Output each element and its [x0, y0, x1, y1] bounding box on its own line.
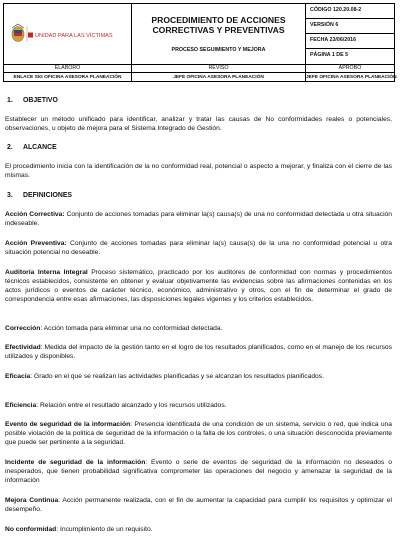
logo-text: UNIDAD PARA LAS VÍCTIMAS — [35, 33, 113, 39]
doc-date: FECHA 23/06/2016 — [306, 34, 394, 49]
aprobo-column — [306, 65, 397, 81]
definition-no-conformidad — [5, 525, 392, 534]
definition-text: : Relación entre el resultado alcanzado y los recursos utilizados. — [36, 402, 227, 409]
definition-auditoria — [5, 268, 392, 304]
definition-accion-correctiva — [5, 210, 392, 228]
aprobo-label: APROBÓ — [306, 65, 394, 73]
reviso-column — [132, 65, 306, 81]
brand-square-icon — [28, 33, 33, 38]
definition-accion-preventiva — [5, 239, 392, 257]
definition-text: : Acción permanente realizada, con el fin de aumentar la capacidad para cumplir los requisitos y optimizar el desempeño. — [5, 497, 392, 513]
aprobo-value: JEFE OFICINA ASESORA PLANEACIÓN — [306, 75, 397, 80]
definition-evento-seguridad — [5, 420, 392, 447]
logo-cell — [4, 4, 132, 64]
objetivo-text: Establecer un método unificado para identificar, analizar y tratar las causas de No conformidades reales o potenciales, observaciones, u objeto de mejora para el Sistema Integrado de Gestión. — [5, 116, 392, 132]
elaboro-value: ENLACE SIG OFICINA ASESORA PLANEACIÓN — [13, 75, 122, 80]
definition-term: Mejora Continua — [5, 497, 59, 504]
unidad-victimas-logo — [4, 4, 131, 64]
definition-term: Acción Preventiva: — [5, 240, 67, 247]
approval-table — [3, 64, 395, 82]
doc-page: PÁGINA 1 DE 5 — [310, 52, 349, 58]
title-cell — [132, 4, 306, 64]
section-title: ALCANCE — [23, 144, 57, 151]
process-name: PROCESO SEGUIMIENTO Y MEJORA — [171, 47, 266, 53]
definition-term: Acción Correctiva: — [5, 211, 65, 218]
doc-version: VERSIÓN 6 — [306, 19, 394, 34]
meta-cell — [306, 4, 394, 64]
definition-text: : Incumplimiento de un requisito. — [56, 526, 153, 533]
elaboro-column — [4, 65, 132, 81]
definition-text: Proceso sistemático, practicado por los auditores de conformidad con normas y procedimientos técnicos establecidos, consistente en obtener y evaluar objetivamente las evidencias sobre las afirmaciones contenidas en los actos jurídicos o eventos de carácter técnico, económico, administrativo y otros, con el fin de determinar el grado de correspondencia entre esas afirmaciones, las disposiciones legales vigentes y los criterios establecidos. — [5, 269, 392, 303]
section-number: 3. — [7, 192, 13, 199]
reviso-label: REVISÓ — [132, 65, 305, 73]
title-line-1: PROCEDIMIENTO DE ACCIONES — [151, 15, 286, 25]
definition-text: Conjunto de acciones tomadas para eliminar la(s) causa(s) de la una no conformidad potencial u otra situación potencial no deseable. — [5, 240, 392, 256]
definition-text: : Presencia identificada de una condición de un sistema, servicio o red, que indica una posible violación de la política de seguridad de la información o la falla de los controles, o una situación desconocida previamente que puede ser pertinente a la seguridad. — [5, 421, 392, 446]
section-number: 2. — [7, 144, 13, 151]
definition-term: Corrección — [5, 325, 41, 332]
definition-text: : Evento o serie de eventos de seguridad de la información no deseados o inesperados, que tienen probabilidad significativa comprometer las operaciones del negocio y amenazar la seguridad de la información — [5, 459, 392, 484]
document-header — [3, 3, 395, 65]
section-heading-definiciones — [7, 191, 72, 200]
alcance-text: El procedimiento inicia con la identificación de la no conformidad real, potencial o aspecto a mejorar, y finaliza con el cierre de las mismas. — [5, 163, 392, 179]
definition-term: No conformidad — [5, 526, 57, 533]
definition-eficiencia — [5, 401, 392, 410]
definition-correccion — [5, 324, 392, 333]
definition-term: Eficacia — [5, 373, 31, 380]
definition-term: Incidente de seguridad de la información — [5, 459, 146, 466]
doc-code: CÓDIGO 120.20.08-2 — [306, 4, 394, 19]
section-title: OBJETIVO — [23, 97, 58, 104]
definition-term: Eficiencia — [5, 402, 37, 409]
definition-mejora-continua — [5, 496, 392, 514]
definition-text: : Acción tomada para eliminar una no conformidad detectada. — [40, 325, 223, 332]
section-number: 1. — [7, 97, 13, 104]
section-heading-alcance — [7, 143, 57, 152]
definition-text: : Medida del impacto de la gestión tanto en el logro de los resultados planificados, como en el manejo de los recursos utilizados y disponibles. — [5, 344, 392, 360]
section-title: DEFINICIONES — [23, 192, 73, 199]
definition-term: Evento de seguridad de la información — [5, 421, 131, 428]
definition-incidente-seguridad — [5, 458, 392, 485]
reviso-value: JEFE OFICINA ASESORA PLANEACIÓN — [173, 75, 264, 80]
definition-text: Conjunto de acciones tomadas para eliminar la(s) causa(s) de una no conformidad detectada u otra situación indeseable. — [5, 211, 392, 227]
definition-efectividad — [5, 343, 392, 361]
definition-term: Efectividad — [5, 344, 41, 351]
definition-text: : Grado en el que se realizan las actividades planificadas y se alcanzan los resultados planificados. — [30, 373, 324, 380]
definition-term: Auditoría Interna Integral — [5, 269, 88, 276]
title-line-2: CORRECTIVAS Y PREVENTIVAS — [152, 25, 285, 35]
coat-of-arms-icon — [12, 24, 24, 42]
section-heading-objetivo — [7, 96, 58, 105]
definition-eficacia — [5, 372, 392, 381]
elaboro-label: ELABORÓ — [4, 65, 131, 73]
